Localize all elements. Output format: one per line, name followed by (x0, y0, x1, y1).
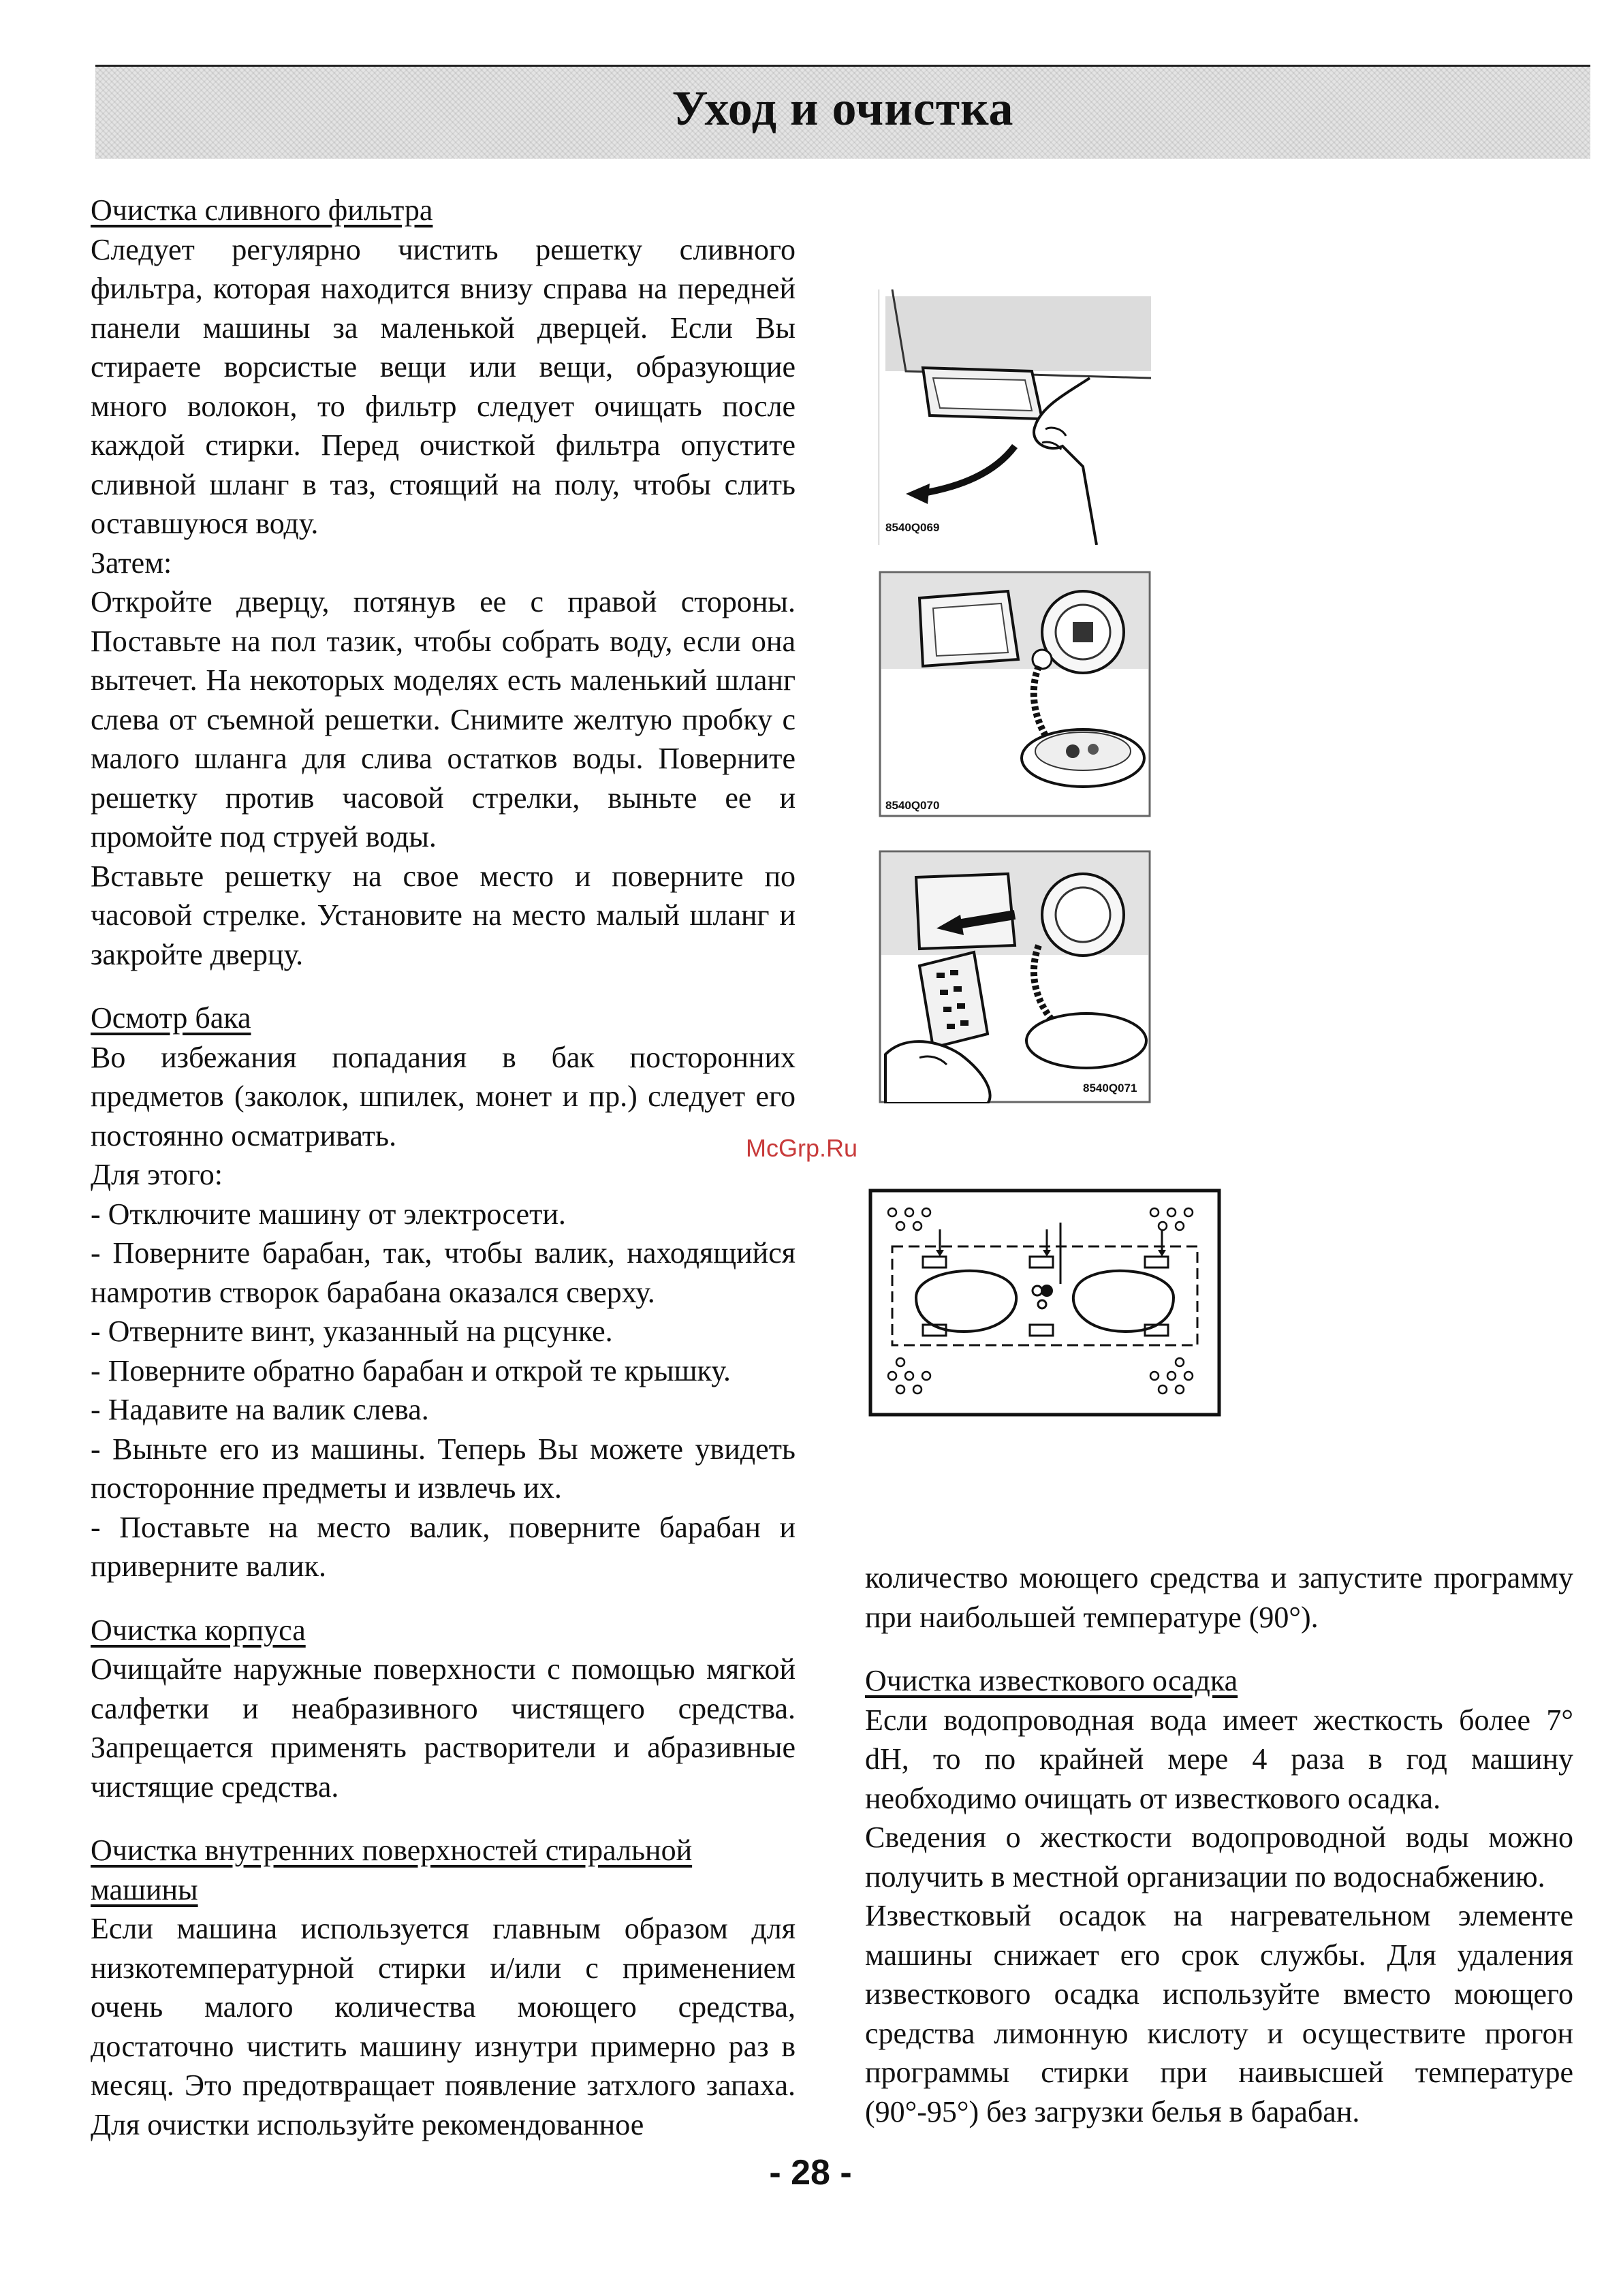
drain-bowl-illustration (879, 571, 1151, 817)
figure-code: 8540Q070 (885, 799, 940, 812)
drum-step: - Поверните барабан, так, чтобы валик, находящийся намротив створок барабана оказался сверху. (91, 1236, 796, 1309)
drum-diagram (868, 1189, 1221, 1417)
drum-step: - Выньте его из машины. Теперь Вы можете увидеть посторонние предметы и извлечь их. (91, 1432, 796, 1505)
drain-filter-paragraph-1: Следует регулярно чистить решетку сливного фильтра, которая находится внизу справа на передней панели машины за маленькой дверцей. Если Вы стираете ворсистые вещи или вещи, образующие много волокон, то фильтр следует очищать после каждой стирки. Перед очисткой фильтра опустите сливной шланг в таз, стоящий на полу, чтобы слить оставшуюся воду. (91, 232, 796, 540)
open-door-illustration (879, 289, 1151, 545)
drum-inspection-paragraph-1: Во избежания попадания в бак посторонних предметов (заколок, шпилек, монет и пр.) следует его постоянно осматривать. (91, 1040, 796, 1152)
drum-step: - Надавите на валик слева. (91, 1393, 429, 1426)
drain-filter-paragraph-2: Затем: (91, 546, 172, 580)
watermark-text: McGrp.Ru (746, 1134, 858, 1162)
drum-step: - Отверните винт, указанный на рцсунке. (91, 1315, 613, 1348)
drum-step: - Отключите машину от электросети. (91, 1197, 566, 1231)
drain-filter-paragraph-4: Вставьте решетку на свое место и поверните по часовой стрелке. Установите на место малый шланг и закройте дверцу. (91, 859, 796, 971)
body-cleaning-paragraph: Очищайте наружные поверхности с помощью мягкой салфетки и неабразивного чистящего средства. Запрещается применять растворители и абразивные чистящие средства. (91, 1652, 796, 1804)
limescale-paragraph-2: Сведения о жесткости водопроводной воды можно получить в местной организации по водоснабжению. (865, 1821, 1573, 1893)
inner-cleaning-paragraph: Если машина используется главным образом для низкотемпературной стирки и/или с применением очень малого количества моющего средства, достаточно чистить машину изнутри примерно раз в месяц. Это предотвращает появление затхлого запаха. Для очистки используйте рекомендованное (91, 1912, 796, 2141)
limescale-paragraph-3: Известковый осадок на нагревательном элементе машины снижает его срок службы. Для удаления известкового осадка используйте вместо моющего средства лимонную кислоту и осуществите прогон программы стирки при наивысшей температуре (90°-95°) без загрузки белья в барабан. (865, 1899, 1573, 2128)
figure-remove-filter (879, 850, 1151, 1103)
figure-code: 8540Q069 (885, 521, 940, 534)
left-column (91, 191, 796, 2144)
page-header-bar (95, 65, 1590, 159)
section-heading-drain-filter: Очистка сливного фильтра (91, 193, 433, 227)
inner-cleaning-paragraph-continued: количество моющего средства и запустите программу при наибольшей температуре (90°). (865, 1561, 1573, 1634)
page-number: - 28 - (769, 2153, 852, 2192)
drain-filter-paragraph-3: Откройте дверцу, потянув ее с правой стороны. Поставьте на пол тазик, чтобы собрать воду, если она вытечет. На некоторых моделях есть маленький шланг слева от съемной решетки. Снимите желтую пробку с малого шланга для слива остатков воды. Поверните решетку против часовой стрелки, выньте ее и промойте под струей воды. (91, 585, 796, 853)
page-title: Уход и очистка (672, 81, 1014, 136)
remove-filter-illustration (879, 850, 1151, 1103)
figure-drum-screw-diagram (868, 1189, 1221, 1417)
figure-open-filter-door (879, 289, 1151, 545)
drum-inspection-paragraph-2: Для этого: (91, 1158, 223, 1191)
section-heading-drum-inspection: Осмотр бака (91, 1001, 251, 1035)
section-heading-body-cleaning: Очистка корпуса (91, 1613, 306, 1647)
drum-step: - Поверните обратно барабан и открой те крышку. (91, 1353, 731, 1387)
limescale-paragraph-1: Если водопроводная вода имеет жесткость более 7° dH, то по крайней мере 4 раза в год машину необходимо очищать от известкового осадка. (865, 1703, 1573, 1815)
section-heading-inner-cleaning: Очистка внутренних поверхностей стиральной машины (91, 1834, 693, 1906)
drum-step: - Поставьте на место валик, поверните барабан и приверните валик. (91, 1510, 796, 1583)
figure-code: 8540Q071 (1083, 1082, 1137, 1095)
right-column (865, 1558, 1573, 2131)
figure-drain-into-bowl (879, 571, 1151, 817)
section-heading-limescale: Очистка известкового осадка (865, 1664, 1238, 1697)
